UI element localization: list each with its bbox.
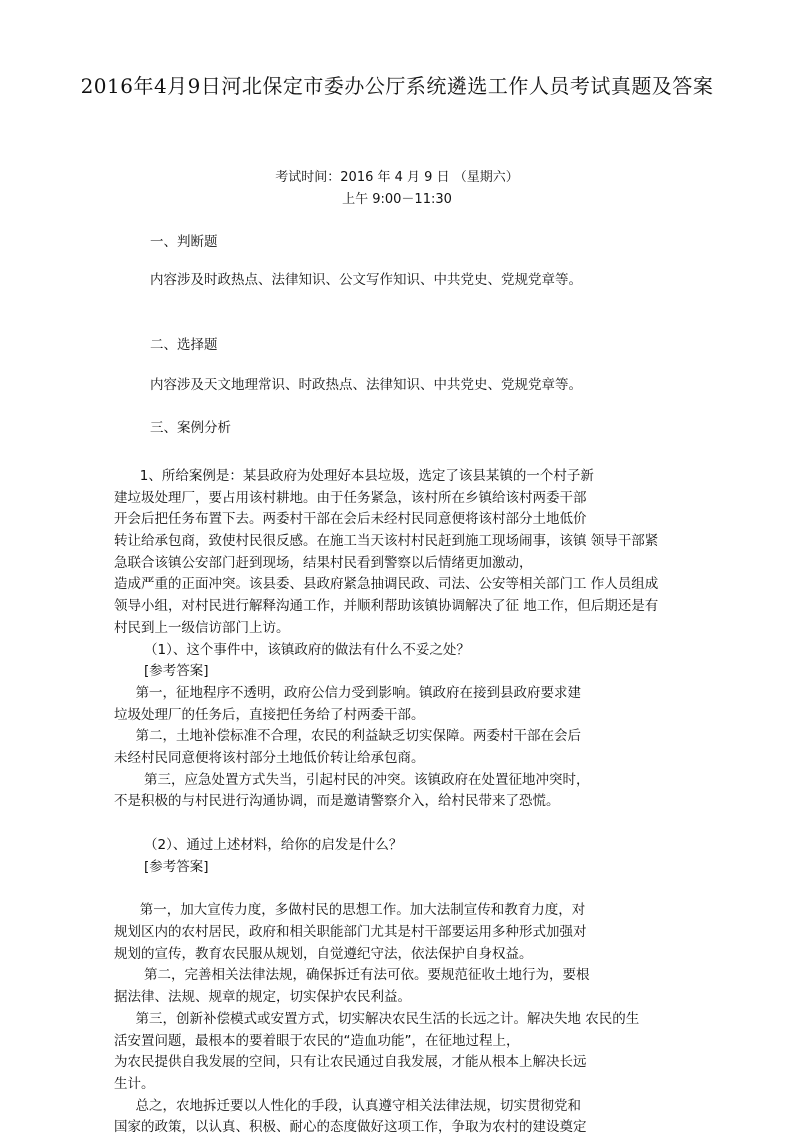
body-text-line: 不是积极的与村民进行沟通协调，而是邀请警察介入，给村民带来了恐慌。 bbox=[114, 793, 560, 810]
body-text-line: 为农民提供自我发展的空间，只有让农民通过自我发展，才能从根本上解决长远 bbox=[114, 1054, 587, 1071]
body-text-line: 规划的宣传，教育农民服从规划，自觉遵纪守法，依法保护自身权益。 bbox=[114, 945, 533, 962]
body-text-line: [参考答案] bbox=[114, 663, 209, 680]
body-text-line: 第三，创新补偿模式或安置方式，切实解决农民生活的长远之计。解决失地 农民的生 bbox=[114, 1010, 640, 1027]
body-text-line: 村民到上一级信访部门上访。 bbox=[114, 619, 290, 636]
body-text-line: 规划区内的农村居民，政府和相关职能部门尤其是村干部要运用多种形式加强对 bbox=[114, 924, 587, 941]
case-analysis-body bbox=[114, 466, 714, 1139]
body-text-line: 第三，应急处置方式失当，引起村民的冲突。该镇政府在处置征地冲突时， bbox=[114, 771, 590, 788]
body-text-line: 总之，农地拆迁要以人性化的手段，认真遵守相关法律法规，切实贯彻党和 bbox=[114, 1097, 581, 1114]
body-text-line: 未经村民同意便将该村部分土地低价转让给承包商。 bbox=[114, 749, 425, 766]
exam-session: 上午 9:00－11:30 bbox=[342, 192, 452, 207]
body-text-line: 活安置问题，最根本的要着眼于农民的“造血功能”，在征地过程上， bbox=[114, 1032, 520, 1049]
section-text-choice: 内容涉及天文地理常识、时政热点、法律知识、中共党史、党规党章等。 bbox=[150, 377, 582, 393]
section-heading-judgment: 一、判断题 bbox=[150, 234, 218, 250]
section-heading-case-analysis: 三、案例分析 bbox=[150, 420, 231, 436]
body-text-line: 国家的政策，以认真、积极、耐心的态度做好这项工作，争取为农村的建设奠定 bbox=[114, 1119, 587, 1136]
body-text-line: 急联合该镇公安部门赶到现场，结果村民看到警察以后情绪更加激动， bbox=[114, 554, 533, 571]
section-text-judgment: 内容涉及时政热点、法律知识、公文写作知识、中共党史、党规党章等。 bbox=[150, 272, 582, 288]
body-text-line: 转让给承包商，致使村民很反感。在施工当天该村村民赶到施工现场闹事，该镇 领导干部紧 bbox=[114, 533, 659, 550]
body-text-line: [参考答案] bbox=[114, 858, 209, 875]
body-text-line: 开会后把任务布置下去。两委村干部在会后未经村民同意便将该村部分土地低价 bbox=[114, 511, 587, 528]
body-text-line: 第一，加大宣传力度，多做村民的思想工作。加大法制宣传和教育力度，对 bbox=[114, 902, 586, 919]
document-title: 2016年4月9日河北保定市委办公厅系统遴选工作人员考试真题及答案 bbox=[80, 74, 714, 98]
body-text-line: 造成严重的正面冲突。该县委、县政府紧急抽调民政、司法、公安等相关部门工 作人员组成 bbox=[114, 576, 659, 593]
body-text-line: 第一，征地程序不透明，政府公信力受到影响。镇政府在接到县政府要求建 bbox=[114, 684, 581, 701]
body-text-line: 建垃圾处理厂，要占用该村耕地。由于任务紧急，该村所在乡镇给该村两委干部 bbox=[114, 489, 587, 506]
exam-time: 考试时间：2016 年 4 月 9 日 （星期六） bbox=[275, 170, 519, 185]
body-text-line: 生计。 bbox=[114, 1075, 155, 1092]
body-text-line: 第二，土地补偿标准不合理，农民的利益缺乏切实保障。两委村干部在会后 bbox=[114, 728, 581, 745]
body-text-line: 领导小组，对村民进行解释沟通工作，并顺利帮助该镇协调解决了征 地工作，但后期还是有 bbox=[114, 598, 659, 615]
section-heading-choice: 二、选择题 bbox=[150, 337, 218, 353]
blank-line bbox=[114, 878, 714, 900]
body-text-line: 第二，完善相关法律法规，确保拆迁有法可依。要规范征收土地行为，要根 bbox=[114, 967, 590, 984]
body-text-line: 据法律、法规、规章的规定，切实保护农民利益。 bbox=[114, 989, 411, 1006]
body-text-line: 1、所给案例是：某县政府为处理好本县垃圾，选定了该县某镇的一个村子新 bbox=[114, 468, 594, 484]
body-text-line: 垃圾处理厂的任务后，直接把任务给了村两委干部。 bbox=[114, 706, 425, 723]
body-text-line: （1）、这个事件中，该镇政府的做法有什么不妥之处？ bbox=[114, 641, 470, 658]
blank-line bbox=[114, 813, 714, 835]
body-text-line: （2）、通过上述材料，给你的启发是什么？ bbox=[114, 837, 403, 853]
